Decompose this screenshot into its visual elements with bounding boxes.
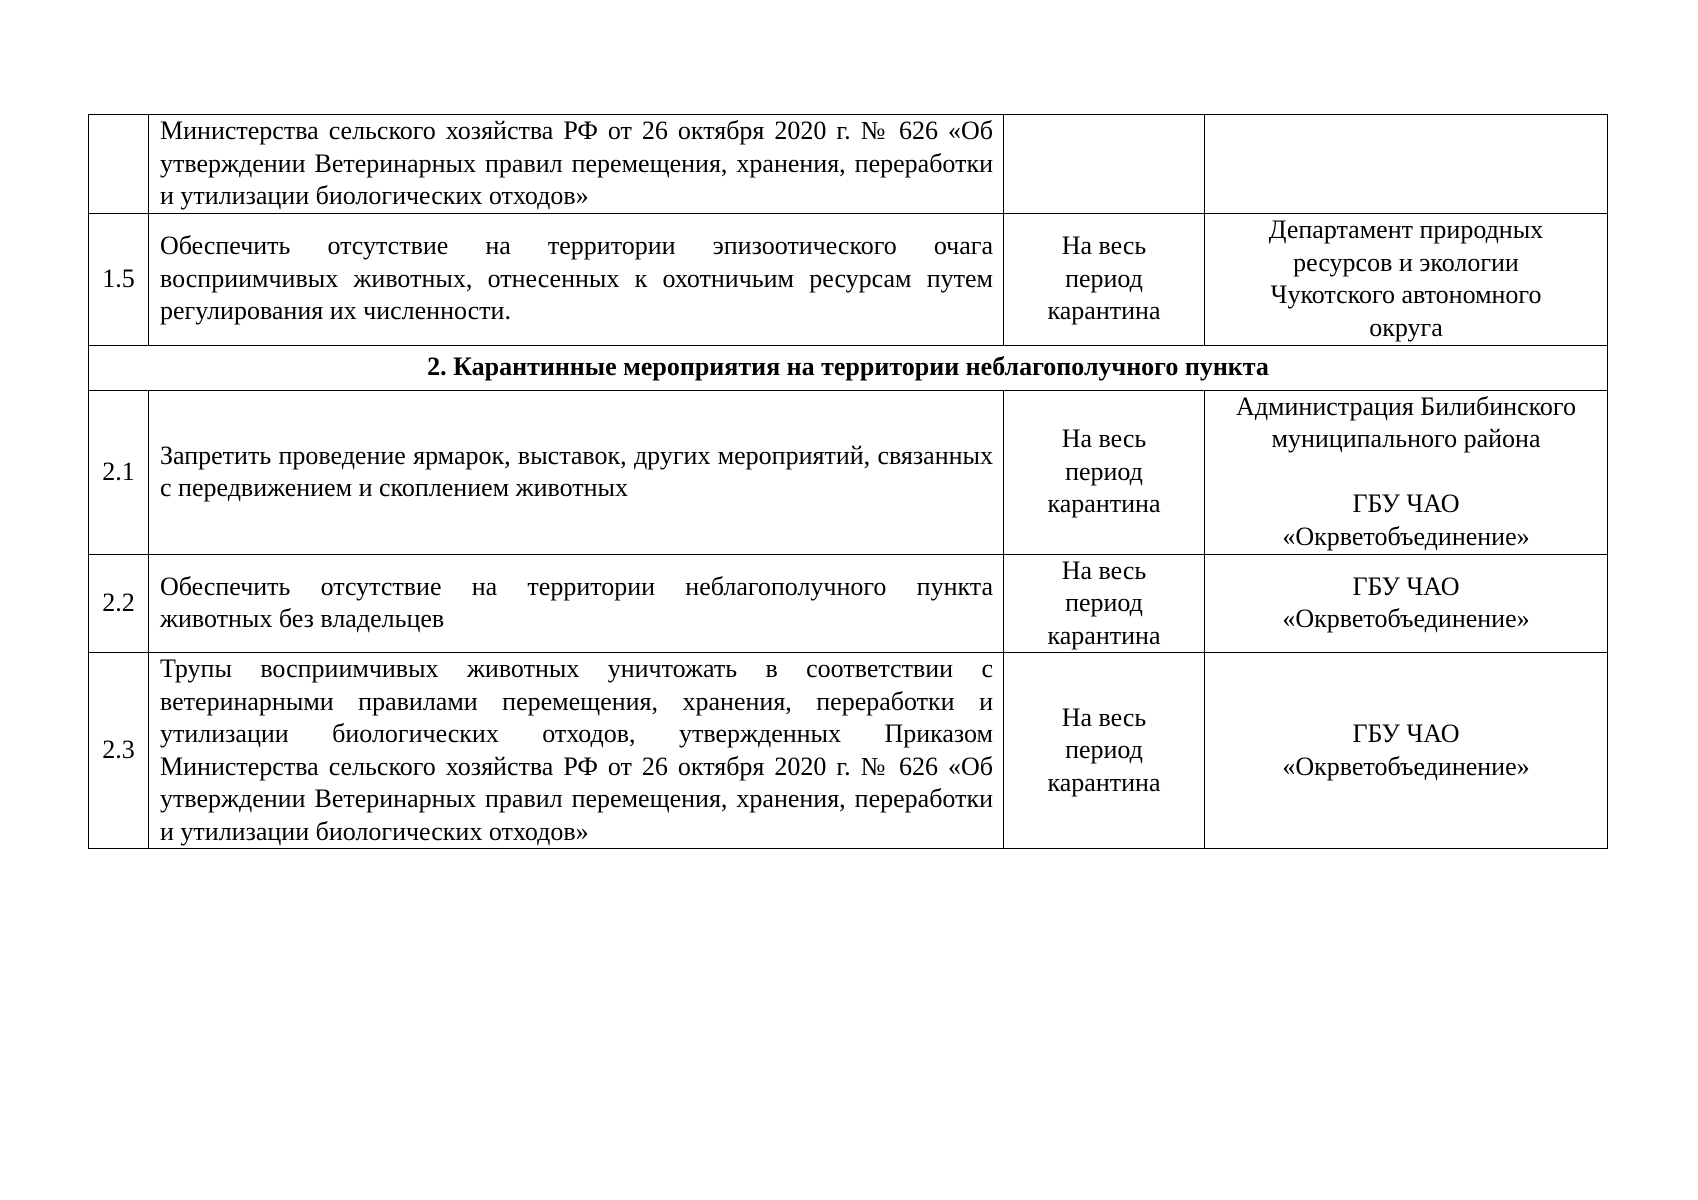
responsible-cell [1205,390,1608,554]
row-number: 2.2 [89,554,149,653]
row-number: 1.5 [89,213,149,345]
row-number-cell [89,115,149,214]
term-line: период [1065,263,1143,293]
responsible-line: округа [1369,312,1443,342]
responsible-line: ГБУ ЧАО [1352,719,1460,748]
term-line: период [1065,456,1143,486]
measure-text-cell [149,213,1004,345]
term-line: карантина [1047,767,1161,797]
measure-text-cell [149,115,1004,214]
term-cell [1004,213,1205,345]
measure-text: Трупы восприимчивых животных уничтожать в соответствии с ветеринарными правилами перемещения, хранения, переработки и утилизации биологических отходов, утвержденных Приказом Министерства сельского хозяйства РФ от 26 октября 2020 г. № 626 «Об утверждении Ветеринарных правил перемещения, хранения, переработки и утилизации биологических отходов» [160,654,993,846]
section-title: 2. Карантинные мероприятия на территории неблагополучного пункта [89,345,1608,390]
section-header-row [89,345,1608,390]
table-row-2-1 [89,390,1608,554]
responsible-line: «Окрветобъединение» [1282,751,1530,781]
responsible-line: ГБУ ЧАО [1352,571,1460,601]
measure-text: Министерства сельского хозяйства РФ от 26 октября 2020 г. № 626 «Об утверждении Ветеринарных правил перемещения, хранения, переработки и утилизации биологических отходов» [160,116,993,210]
measure-text: Запретить проведение ярмарок, выставок, других мероприятий, связанных с передвижением и скоплением животных [160,440,993,502]
measure-text-cell [149,653,1004,849]
responsible-line: Чукотского автономного [1270,280,1542,309]
term-line: карантина [1047,489,1161,519]
term-line: На весь [1061,555,1147,585]
term-cell [1004,653,1205,849]
responsible-line: Администрация Билибинского [1236,391,1576,421]
term-line: период [1065,735,1143,765]
table-row-1-5 [89,213,1608,345]
responsible-line: ГБУ ЧАО [1352,489,1460,519]
responsible-cell [1205,213,1608,345]
row-number: 2.3 [89,653,149,849]
table-row-2-3 [89,653,1608,849]
measure-text-cell [149,390,1004,554]
responsible-cell [1205,554,1608,653]
responsible-line: муниципального района [1271,424,1541,454]
responsible-line: «Окрветобъединение» [1282,604,1530,634]
blank-line [1205,456,1607,489]
table-row-2-2 [89,554,1608,653]
responsible-cell [1205,653,1608,849]
row-number: 2.1 [89,390,149,554]
responsible-cell [1205,115,1608,214]
table-row-continued [89,115,1608,214]
measure-text: Обеспечить отсутствие на территории неблагополучного пункта животных без владельцев [160,571,993,634]
term-line: На весь [1061,424,1147,454]
term-line: карантина [1047,620,1161,650]
term-line: На весь [1061,231,1147,261]
responsible-line: ресурсов и экологии [1293,247,1519,277]
term-cell [1004,554,1205,653]
term-cell [1004,115,1205,214]
responsible-line: «Окрветобъединение» [1282,521,1530,551]
measures-table [88,114,1608,849]
term-line: карантина [1047,296,1161,326]
term-line: период [1065,588,1143,617]
measure-text: Обеспечить отсутствие на территории эпизоотического очага восприимчивых животных, отнесенных к охотничьим ресурсам путем регулирования их численности. [160,231,993,326]
term-cell [1004,390,1205,554]
term-line: На весь [1061,702,1147,732]
measure-text-cell [149,554,1004,653]
responsible-line: Департамент природных [1268,215,1544,244]
